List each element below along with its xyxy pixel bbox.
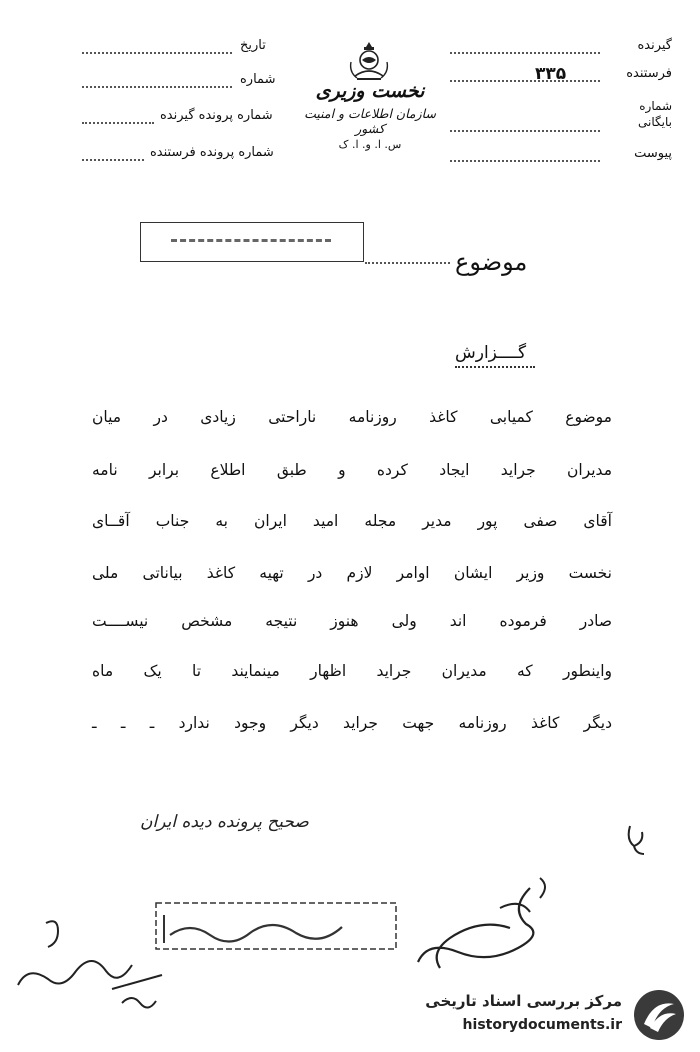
sender-number: ۳۳۵: [535, 64, 567, 84]
attachment-label: پیوست: [634, 146, 672, 161]
subject-label: موضوع: [455, 248, 528, 276]
organization-block: [290, 80, 450, 151]
body-line: دیگر کاغذ روزنامه جهت جراید دیگر وجود ندارد ـ ـ ـ: [92, 714, 612, 732]
body-line: نخست وزیر ایشان اوامر لازم در تهیه کاغذ بیاناتی ملی: [92, 564, 612, 582]
sender-file-dots: [82, 159, 144, 161]
report-underline: [455, 366, 535, 368]
bottom-stamp: [150, 895, 410, 965]
date-dots: [82, 52, 232, 54]
recipient-label: گیرنده: [637, 38, 672, 53]
number-dots: [82, 86, 232, 88]
org-line-1: نخست وزیری: [315, 80, 425, 102]
body-line: آقای صفی پور مدیر مجله امید ایران به جناب آقــای: [92, 512, 612, 530]
date-label: تاریخ: [240, 38, 266, 53]
report-title: گــــزارش: [455, 343, 527, 363]
sender-dots: [450, 80, 600, 82]
org-line-2: سازمان اطلاعات و امنیت کشور: [304, 106, 436, 136]
handwritten-mark: [622, 820, 652, 860]
stamp-smudge: [171, 239, 331, 242]
body-line: مدیران جراید ایجاد کرده و طبق اطلاع برابر نامه: [92, 461, 612, 479]
archive-logo-icon: [632, 988, 686, 1042]
number-label: شماره: [240, 72, 276, 87]
handwritten-note: صحیح پرونده دیده ایران: [140, 812, 309, 832]
archive-number-dots: [450, 130, 600, 132]
recipient-file-label: شماره پرونده گیرنده: [160, 108, 273, 123]
lion-and-sun-emblem: [345, 40, 393, 82]
body-line: صادر فرموده اند ولی هنوز نتیجه مشخص نیســــت: [92, 612, 612, 630]
sender-file-label: شماره پرونده فرستنده: [150, 145, 274, 160]
attachment-dots: [450, 160, 600, 162]
subject-dots: [365, 262, 450, 264]
archive-number-label: شماره بایگانی: [638, 99, 672, 129]
recipient-dots: [450, 52, 600, 54]
watermark-text: مرکز بررسی اسناد تاریخی: [425, 992, 622, 1010]
watermark-url: historydocuments.ir: [462, 1017, 622, 1033]
recipient-file-dots: [82, 122, 154, 124]
body-line: موضوع کمیابی کاغذ روزنامه ناراحتی زیادی در میان: [92, 408, 612, 426]
sender-label: فرستنده: [626, 66, 672, 81]
signature: [400, 868, 580, 988]
subject-stamp-box: [140, 222, 364, 262]
handwritten-date: [12, 915, 182, 1025]
org-line-3: س. ا. و. ا. ک: [338, 138, 402, 151]
body-line: واینطور که مدیران جراید اظهار مینمایند تا یک ماه: [92, 662, 612, 680]
